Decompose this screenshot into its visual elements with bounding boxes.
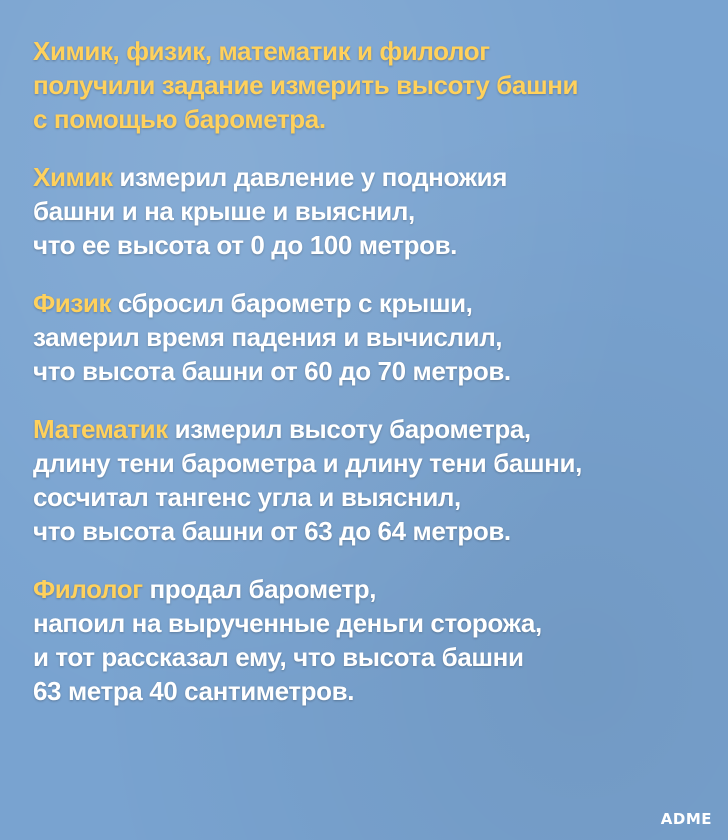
paragraph-line: сосчитал тангенс угла и выяснил, [33, 482, 461, 512]
paragraph-line: башни и на крыше и выяснил, [33, 196, 415, 226]
paragraph-first-line [33, 572, 713, 606]
chemist-paragraph [33, 160, 713, 262]
paragraph-text: измерил высоту барометра, [167, 414, 531, 444]
story-text [33, 34, 713, 732]
mathematician-keyword: Математик [33, 414, 168, 444]
paragraph-first-line [33, 160, 713, 194]
paragraph-line: напоил на вырученные деньги сторожа, [33, 608, 542, 638]
philologist-keyword: Филолог [33, 574, 143, 604]
intro-line: Химик, физик, математик и филолог [33, 36, 490, 66]
physicist-keyword: Физик [33, 288, 112, 318]
paragraph-line: что ее высота от 0 до 100 метров. [33, 230, 457, 260]
paragraph-line: длину тени барометра и длину тени башни, [33, 448, 582, 478]
intro-line: получили задание измерить высоту башни [33, 70, 579, 100]
paragraph-text: измерил давление у подножия [112, 162, 508, 192]
paragraph-text: продал барометр, [142, 574, 377, 604]
paragraph-line: 63 метра 40 сантиметров. [33, 676, 355, 706]
chemist-keyword: Химик [33, 162, 113, 192]
paragraph-text: сбросил барометр с крыши, [111, 288, 473, 318]
paragraph-first-line [33, 412, 713, 446]
philologist-paragraph [33, 572, 713, 708]
physicist-paragraph [33, 286, 713, 388]
mathematician-paragraph [33, 412, 713, 548]
paragraph-first-line [33, 286, 713, 320]
paragraph-line: замерил время падения и вычислил, [33, 322, 503, 352]
paragraph-line: что высота башни от 60 до 70 метров. [33, 356, 511, 386]
intro-line: с помощью барометра. [33, 104, 326, 134]
intro-paragraph [33, 34, 713, 136]
paragraph-line: что высота башни от 63 до 64 метров. [33, 516, 511, 546]
paragraph-line: и тот рассказал ему, что высота башни [33, 642, 524, 672]
adme-logo: ADME [660, 810, 712, 828]
